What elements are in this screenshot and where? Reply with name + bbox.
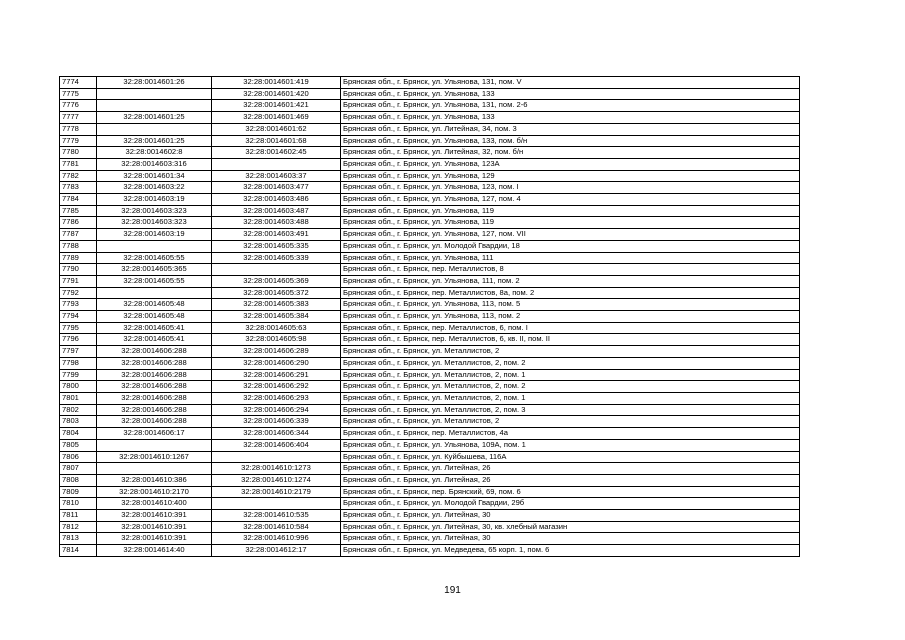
land-cadastral-number-cell: 32:28:0014606:288 (97, 392, 212, 404)
land-cadastral-number-cell: 32:28:0014603:19 (97, 194, 212, 206)
building-cadastral-number-cell: 32:28:0014610:535 (212, 510, 341, 522)
table-row (60, 404, 800, 416)
address-cell: Брянская обл., г. Брянск, ул. Ульянова, 123, пом. I (341, 182, 800, 194)
building-cadastral-number-cell: 32:28:0014610:1273 (212, 463, 341, 475)
row-number-cell: 7814 (60, 545, 97, 557)
land-cadastral-number-cell: 32:28:0014606:288 (97, 381, 212, 393)
address-cell: Брянская обл., г. Брянск, пер. Металлистов, 8 (341, 264, 800, 276)
land-cadastral-number-cell: 32:28:0014610:386 (97, 474, 212, 486)
table-row (60, 498, 800, 510)
row-number-cell: 7792 (60, 287, 97, 299)
table-row (60, 510, 800, 522)
land-cadastral-number-cell: 32:28:0014603:19 (97, 229, 212, 241)
land-cadastral-number-cell: 32:28:0014610:391 (97, 533, 212, 545)
row-number-cell: 7780 (60, 147, 97, 159)
address-cell: Брянская обл., г. Брянск, ул. Металлистов, 2, пом. 1 (341, 392, 800, 404)
building-cadastral-number-cell (212, 498, 341, 510)
building-cadastral-number-cell: 32:28:0014601:469 (212, 112, 341, 124)
table-row (60, 217, 800, 229)
building-cadastral-number-cell: 32:28:0014603:477 (212, 182, 341, 194)
building-cadastral-number-cell: 32:28:0014601:419 (212, 77, 341, 89)
row-number-cell: 7787 (60, 229, 97, 241)
table-row (60, 100, 800, 112)
address-cell: Брянская обл., г. Брянск, ул. Молодой Гвардии, 18 (341, 240, 800, 252)
table-row (60, 77, 800, 89)
address-cell: Брянская обл., г. Брянск, ул. Металлистов, 2 (341, 346, 800, 358)
land-cadastral-number-cell: 32:28:0014606:288 (97, 416, 212, 428)
land-cadastral-number-cell: 32:28:0014606:17 (97, 428, 212, 440)
address-cell: Брянская обл., г. Брянск, ул. Медведева, 65 корп. 1, пом. 6 (341, 545, 800, 557)
land-cadastral-number-cell: 32:28:0014610:1267 (97, 451, 212, 463)
address-cell: Брянская обл., г. Брянск, ул. Металлистов, 2, пом. 3 (341, 404, 800, 416)
row-number-cell: 7785 (60, 205, 97, 217)
table-row (60, 521, 800, 533)
table-row (60, 135, 800, 147)
row-number-cell: 7775 (60, 88, 97, 100)
row-number-cell: 7790 (60, 264, 97, 276)
address-cell: Брянская обл., г. Брянск, ул. Ульянова, 111, пом. 2 (341, 275, 800, 287)
land-cadastral-number-cell (97, 123, 212, 135)
building-cadastral-number-cell: 32:28:0014606:293 (212, 392, 341, 404)
row-number-cell: 7783 (60, 182, 97, 194)
table-row (60, 240, 800, 252)
address-cell: Брянская обл., г. Брянск, ул. Ульянова, 123А (341, 158, 800, 170)
table-row (60, 88, 800, 100)
address-cell: Брянская обл., г. Брянск, ул. Ульянова, 113, пом. 2 (341, 311, 800, 323)
land-cadastral-number-cell: 32:28:0014605:55 (97, 252, 212, 264)
land-cadastral-number-cell: 32:28:0014605:48 (97, 299, 212, 311)
address-cell: Брянская обл., г. Брянск, ул. Литейная, 26 (341, 463, 800, 475)
land-cadastral-number-cell: 32:28:0014610:2170 (97, 486, 212, 498)
land-cadastral-number-cell: 32:28:0014610:391 (97, 510, 212, 522)
row-number-cell: 7803 (60, 416, 97, 428)
building-cadastral-number-cell: 32:28:0014606:344 (212, 428, 341, 440)
address-cell: Брянская обл., г. Брянск, ул. Металлистов, 2, пом. 2 (341, 381, 800, 393)
row-number-cell: 7794 (60, 311, 97, 323)
building-cadastral-number-cell: 32:28:0014603:491 (212, 229, 341, 241)
address-cell: Брянская обл., г. Брянск, пер. Металлистов, 6, пом. I (341, 322, 800, 334)
address-cell: Брянская обл., г. Брянск, ул. Куйбышева, 116А (341, 451, 800, 463)
building-cadastral-number-cell (212, 158, 341, 170)
building-cadastral-number-cell: 32:28:0014605:339 (212, 252, 341, 264)
row-number-cell: 7795 (60, 322, 97, 334)
building-cadastral-number-cell: 32:28:0014606:404 (212, 439, 341, 451)
address-cell: Брянская обл., г. Брянск, ул. Ульянова, 111 (341, 252, 800, 264)
building-cadastral-number-cell: 32:28:0014605:98 (212, 334, 341, 346)
table-row (60, 474, 800, 486)
row-number-cell: 7782 (60, 170, 97, 182)
land-cadastral-number-cell: 32:28:0014603:323 (97, 205, 212, 217)
table-row (60, 322, 800, 334)
building-cadastral-number-cell: 32:28:0014601:421 (212, 100, 341, 112)
address-cell: Брянская обл., г. Брянск, ул. Металлистов, 2, пом. 1 (341, 369, 800, 381)
building-cadastral-number-cell: 32:28:0014606:292 (212, 381, 341, 393)
row-number-cell: 7808 (60, 474, 97, 486)
table-row (60, 439, 800, 451)
row-number-cell: 7776 (60, 100, 97, 112)
land-cadastral-number-cell: 32:28:0014601:34 (97, 170, 212, 182)
row-number-cell: 7811 (60, 510, 97, 522)
registry-table (59, 76, 800, 557)
table-row (60, 194, 800, 206)
land-cadastral-number-cell (97, 100, 212, 112)
table-row (60, 264, 800, 276)
table-row (60, 346, 800, 358)
land-cadastral-number-cell: 32:28:0014606:288 (97, 357, 212, 369)
address-cell: Брянская обл., г. Брянск, ул. Литейная, 30 (341, 510, 800, 522)
building-cadastral-number-cell: 32:28:0014610:584 (212, 521, 341, 533)
building-cadastral-number-cell (212, 264, 341, 276)
building-cadastral-number-cell: 32:28:0014605:383 (212, 299, 341, 311)
address-cell: Брянская обл., г. Брянск, ул. Молодой Гвардии, 29б (341, 498, 800, 510)
address-cell: Брянская обл., г. Брянск, пер. Металлистов, 4а (341, 428, 800, 440)
address-cell: Брянская обл., г. Брянск, пер. Металлистов, 8а, пом. 2 (341, 287, 800, 299)
land-cadastral-number-cell: 32:28:0014610:391 (97, 521, 212, 533)
table-row (60, 533, 800, 545)
row-number-cell: 7812 (60, 521, 97, 533)
building-cadastral-number-cell: 32:28:0014610:996 (212, 533, 341, 545)
table-row (60, 147, 800, 159)
table-row (60, 229, 800, 241)
row-number-cell: 7779 (60, 135, 97, 147)
address-cell: Брянская обл., г. Брянск, ул. Литейная, 30 (341, 533, 800, 545)
address-cell: Брянская обл., г. Брянск, ул. Литейная, 32, пом. б/н (341, 147, 800, 159)
land-cadastral-number-cell: 32:28:0014605:55 (97, 275, 212, 287)
address-cell: Брянская обл., г. Брянск, ул. Ульянова, 131, пом. 2-6 (341, 100, 800, 112)
table-row (60, 451, 800, 463)
land-cadastral-number-cell: 32:28:0014603:323 (97, 217, 212, 229)
table-row (60, 463, 800, 475)
table-row (60, 392, 800, 404)
table-row (60, 334, 800, 346)
row-number-cell: 7805 (60, 439, 97, 451)
row-number-cell: 7793 (60, 299, 97, 311)
address-cell: Брянская обл., г. Брянск, ул. Металлистов, 2, пом. 2 (341, 357, 800, 369)
table-row (60, 311, 800, 323)
building-cadastral-number-cell: 32:28:0014603:487 (212, 205, 341, 217)
building-cadastral-number-cell: 32:28:0014605:335 (212, 240, 341, 252)
address-cell: Брянская обл., г. Брянск, пер. Брянский, 69, пом. 6 (341, 486, 800, 498)
row-number-cell: 7806 (60, 451, 97, 463)
page-number: 191 (444, 585, 461, 596)
land-cadastral-number-cell (97, 439, 212, 451)
row-number-cell: 7804 (60, 428, 97, 440)
building-cadastral-number-cell: 32:28:0014605:384 (212, 311, 341, 323)
row-number-cell: 7774 (60, 77, 97, 89)
building-cadastral-number-cell: 32:28:0014601:420 (212, 88, 341, 100)
land-cadastral-number-cell: 32:28:0014605:365 (97, 264, 212, 276)
building-cadastral-number-cell: 32:28:0014601:68 (212, 135, 341, 147)
row-number-cell: 7800 (60, 381, 97, 393)
land-cadastral-number-cell: 32:28:0014610:400 (97, 498, 212, 510)
table-row (60, 545, 800, 557)
address-cell: Брянская обл., г. Брянск, пер. Металлистов, 6, кв. II, пом. II (341, 334, 800, 346)
registry-table-body (60, 77, 800, 557)
building-cadastral-number-cell: 32:28:0014612:17 (212, 545, 341, 557)
row-number-cell: 7784 (60, 194, 97, 206)
land-cadastral-number-cell: 32:28:0014601:25 (97, 135, 212, 147)
building-cadastral-number-cell: 32:28:0014603:37 (212, 170, 341, 182)
row-number-cell: 7781 (60, 158, 97, 170)
building-cadastral-number-cell: 32:28:0014605:369 (212, 275, 341, 287)
row-number-cell: 7788 (60, 240, 97, 252)
table-row (60, 369, 800, 381)
address-cell: Брянская обл., г. Брянск, ул. Ульянова, 119 (341, 205, 800, 217)
building-cadastral-number-cell: 32:28:0014603:488 (212, 217, 341, 229)
address-cell: Брянская обл., г. Брянск, ул. Литейная, 26 (341, 474, 800, 486)
building-cadastral-number-cell: 32:28:0014610:1274 (212, 474, 341, 486)
land-cadastral-number-cell: 32:28:0014602:8 (97, 147, 212, 159)
table-row (60, 112, 800, 124)
table-row (60, 381, 800, 393)
land-cadastral-number-cell (97, 240, 212, 252)
row-number-cell: 7796 (60, 334, 97, 346)
address-cell: Брянская обл., г. Брянск, ул. Ульянова, 131, пом. V (341, 77, 800, 89)
table-row (60, 170, 800, 182)
address-cell: Брянская обл., г. Брянск, ул. Литейная, 34, пом. 3 (341, 123, 800, 135)
land-cadastral-number-cell: 32:28:0014601:25 (97, 112, 212, 124)
row-number-cell: 7798 (60, 357, 97, 369)
address-cell: Брянская обл., г. Брянск, ул. Металлистов, 2 (341, 416, 800, 428)
table-row (60, 252, 800, 264)
building-cadastral-number-cell: 32:28:0014605:63 (212, 322, 341, 334)
land-cadastral-number-cell: 32:28:0014603:22 (97, 182, 212, 194)
table-row (60, 182, 800, 194)
table-row (60, 158, 800, 170)
land-cadastral-number-cell (97, 88, 212, 100)
address-cell: Брянская обл., г. Брянск, ул. Ульянова, 133 (341, 112, 800, 124)
land-cadastral-number-cell: 32:28:0014606:288 (97, 369, 212, 381)
table-row (60, 123, 800, 135)
address-cell: Брянская обл., г. Брянск, ул. Ульянова, 127, пом. VII (341, 229, 800, 241)
table-row (60, 205, 800, 217)
row-number-cell: 7778 (60, 123, 97, 135)
row-number-cell: 7791 (60, 275, 97, 287)
building-cadastral-number-cell: 32:28:0014605:372 (212, 287, 341, 299)
land-cadastral-number-cell (97, 463, 212, 475)
land-cadastral-number-cell: 32:28:0014605:48 (97, 311, 212, 323)
building-cadastral-number-cell: 32:28:0014606:339 (212, 416, 341, 428)
row-number-cell: 7801 (60, 392, 97, 404)
building-cadastral-number-cell (212, 451, 341, 463)
building-cadastral-number-cell: 32:28:0014606:294 (212, 404, 341, 416)
land-cadastral-number-cell: 32:28:0014601:26 (97, 77, 212, 89)
address-cell: Брянская обл., г. Брянск, ул. Литейная, 30, кв. хлебный магазин (341, 521, 800, 533)
building-cadastral-number-cell: 32:28:0014606:290 (212, 357, 341, 369)
table-row (60, 357, 800, 369)
row-number-cell: 7802 (60, 404, 97, 416)
table-row (60, 287, 800, 299)
building-cadastral-number-cell: 32:28:0014603:486 (212, 194, 341, 206)
building-cadastral-number-cell: 32:28:0014610:2179 (212, 486, 341, 498)
row-number-cell: 7786 (60, 217, 97, 229)
land-cadastral-number-cell: 32:28:0014605:41 (97, 322, 212, 334)
table-row (60, 275, 800, 287)
address-cell: Брянская обл., г. Брянск, ул. Ульянова, 109А, пом. 1 (341, 439, 800, 451)
land-cadastral-number-cell (97, 287, 212, 299)
building-cadastral-number-cell: 32:28:0014602:45 (212, 147, 341, 159)
row-number-cell: 7810 (60, 498, 97, 510)
building-cadastral-number-cell: 32:28:0014606:291 (212, 369, 341, 381)
address-cell: Брянская обл., г. Брянск, ул. Ульянова, 133 (341, 88, 800, 100)
row-number-cell: 7797 (60, 346, 97, 358)
address-cell: Брянская обл., г. Брянск, ул. Ульянова, 127, пом. 4 (341, 194, 800, 206)
address-cell: Брянская обл., г. Брянск, ул. Ульянова, 113, пом. 5 (341, 299, 800, 311)
row-number-cell: 7813 (60, 533, 97, 545)
row-number-cell: 7807 (60, 463, 97, 475)
table-row (60, 428, 800, 440)
land-cadastral-number-cell: 32:28:0014614:40 (97, 545, 212, 557)
building-cadastral-number-cell: 32:28:0014601:62 (212, 123, 341, 135)
address-cell: Брянская обл., г. Брянск, ул. Ульянова, 119 (341, 217, 800, 229)
address-cell: Брянская обл., г. Брянск, ул. Ульянова, 133, пом. б/н (341, 135, 800, 147)
table-row (60, 299, 800, 311)
row-number-cell: 7789 (60, 252, 97, 264)
row-number-cell: 7809 (60, 486, 97, 498)
building-cadastral-number-cell: 32:28:0014606:289 (212, 346, 341, 358)
land-cadastral-number-cell: 32:28:0014603:316 (97, 158, 212, 170)
land-cadastral-number-cell: 32:28:0014606:288 (97, 404, 212, 416)
land-cadastral-number-cell: 32:28:0014606:288 (97, 346, 212, 358)
row-number-cell: 7799 (60, 369, 97, 381)
land-cadastral-number-cell: 32:28:0014605:41 (97, 334, 212, 346)
row-number-cell: 7777 (60, 112, 97, 124)
address-cell: Брянская обл., г. Брянск, ул. Ульянова, 129 (341, 170, 800, 182)
table-row (60, 416, 800, 428)
table-row (60, 486, 800, 498)
